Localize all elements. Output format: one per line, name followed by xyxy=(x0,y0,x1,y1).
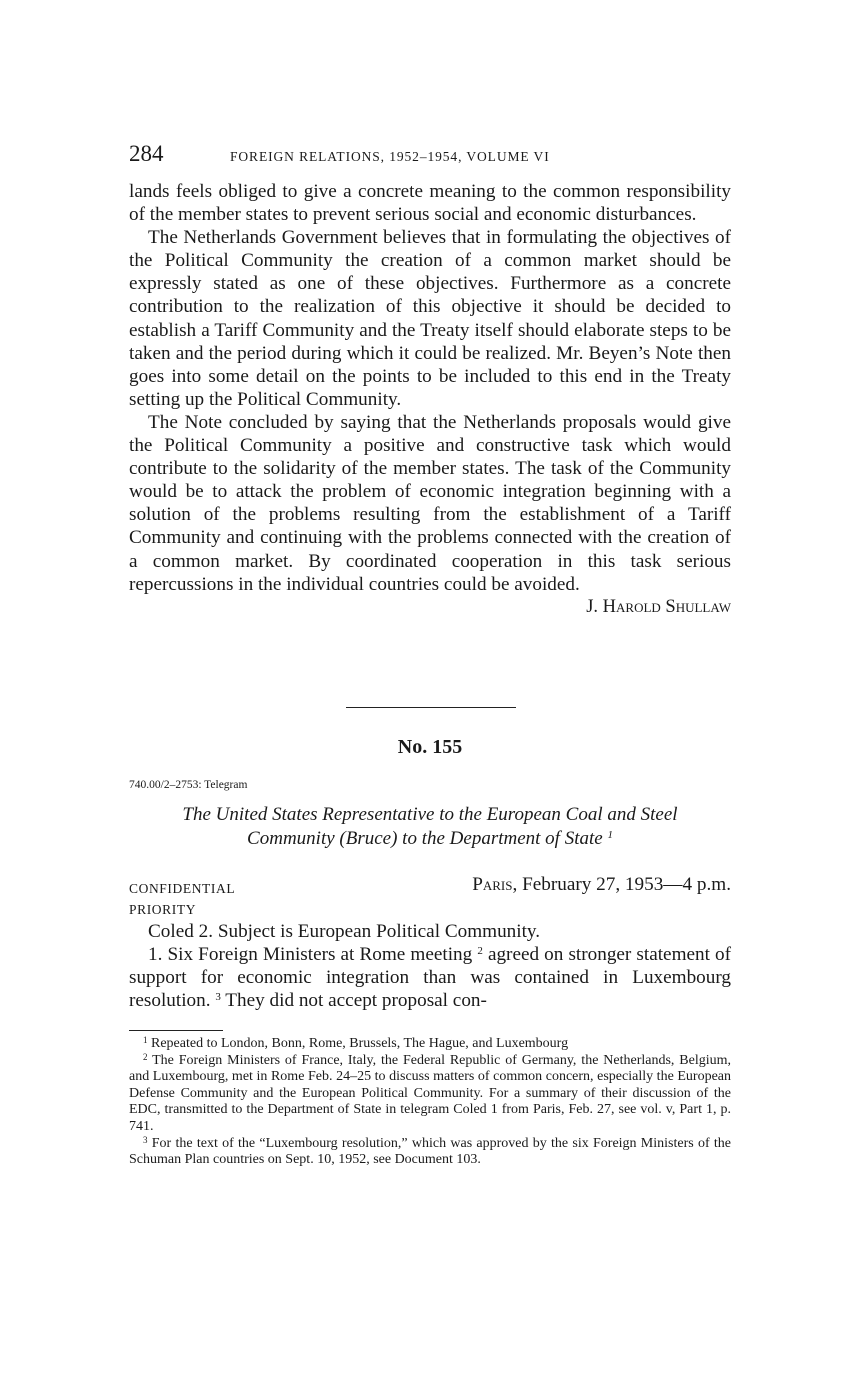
title-line: The United States Representative to the European Coal and Steel xyxy=(182,804,678,825)
paragraph: The Netherlands Government believes that in formulating the objectives of the Political Community the creation of a common market should be expressly stated as one of these objectives. Furthermore as a concrete contribution to the realization of this objective it should be decided to establish a Tariff Community and the Treaty itself should elaborate steps to be taken and the period during which it could be realized. Mr. Beyen’s Note then goes into some detail on the points to be included to this end in the Treaty setting up the Political Community. xyxy=(129,227,731,410)
date: , February 27, 1953—4 p.m. xyxy=(512,874,731,895)
text-run: They did not accept proposal con- xyxy=(220,990,487,1012)
footnote xyxy=(129,1136,731,1169)
running-head: FOREIGN RELATIONS, 1952–1954, VOLUME VI xyxy=(230,149,550,164)
footnote-mark: 2 xyxy=(143,1051,148,1062)
section-divider xyxy=(346,707,516,708)
classification: CONFIDENTIAL xyxy=(129,881,236,896)
previous-document-text xyxy=(129,180,731,619)
paragraph: lands feels obliged to give a concrete meaning to the common responsibility of the member states to prevent serious social and economic disturbances. xyxy=(129,181,731,226)
footnote-text: The Foreign Ministers of France, Italy, the Federal Republic of Germany, the Netherlands, Belgium, and Luxembourg, met in Rome Feb. 24–25 to discuss matters of common concern, especially the European Defense Community and the European Political Community. For a summary of their discussion of the EDC, transmitted to the Department of State in telegram Coled 1 from Paris, Feb. 27, see vol. v, Part 1, p. 741. xyxy=(129,1052,731,1134)
footnote-mark: 3 xyxy=(143,1134,148,1145)
text-run: 1. Six Foreign Ministers at Rome meeting xyxy=(148,944,473,966)
page-number: 284 xyxy=(129,141,164,166)
footnote-ref[interactable]: 3 xyxy=(215,991,221,1004)
paragraph: The Note concluded by saying that the Netherlands proposals would give the Political Community a positive and constructive task which would contribute to the solidarity of the member states. The task of the Community would be to attack the problem of economic integration beginning with a solution of the problems resulting from the establishment of a Tariff Community and continuing with the problems connected with the creation of a common market. By coordinated cooperation in this task serious repercussions in the individual countries could be avoided. xyxy=(129,411,731,595)
place: Paris xyxy=(472,874,513,895)
text-run: agreed on stronger statement of support for economic integration than was contained in Luxembourg resolution. xyxy=(129,944,732,1012)
precedence: PRIORITY xyxy=(129,902,197,917)
page-header xyxy=(129,141,731,171)
paragraph: Coled 2. Subject is European Political Community. xyxy=(148,921,541,942)
footnotes xyxy=(129,1036,731,1169)
place-date xyxy=(472,874,731,896)
footnote-ref[interactable]: 1 xyxy=(607,829,613,841)
paragraph xyxy=(129,943,731,1012)
document-title xyxy=(129,803,731,851)
footnote-text: Repeated to London, Bonn, Rome, Brussels, The Hague, and Luxembourg xyxy=(147,1036,569,1051)
footnote xyxy=(129,1036,731,1053)
footnote xyxy=(129,1053,731,1136)
footnote-text: For the text of the “Luxembourg resolution,” which was approved by the six Foreign Ministers of the Schuman Plan countries on Sept. 10, 1952, see Document 103. xyxy=(129,1135,731,1168)
dateline xyxy=(129,874,731,918)
classification-block xyxy=(129,878,235,920)
title-line-2 xyxy=(129,827,731,851)
file-number: 740.00/2–2753: Telegram xyxy=(129,779,248,791)
footnote-divider xyxy=(129,1030,223,1031)
footnote-mark: 1 xyxy=(143,1035,148,1045)
document-number: No. 155 xyxy=(397,736,463,758)
signature: J. Harold Shullaw xyxy=(586,596,731,617)
title-line: Community (Bruce) to the Department of State xyxy=(247,828,603,849)
footnote-ref[interactable]: 2 xyxy=(477,945,483,958)
telegram-text xyxy=(129,920,731,1012)
